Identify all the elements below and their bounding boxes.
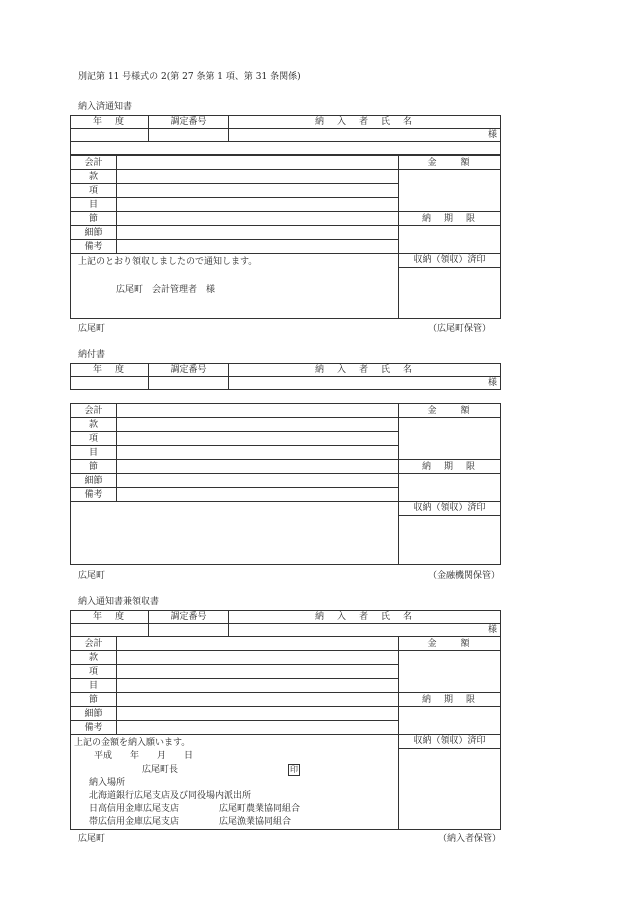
- saisetsu-label: 細節: [71, 474, 117, 488]
- kan-label: 款: [71, 170, 117, 184]
- year-field[interactable]: [71, 129, 149, 142]
- adjust-no-field[interactable]: [149, 129, 229, 142]
- receipt-stamp-box: [399, 735, 501, 830]
- kan-field[interactable]: [117, 170, 399, 184]
- addressee-text: 広尾町 会計管理者 様: [116, 285, 216, 295]
- kaikei-field[interactable]: [117, 156, 399, 170]
- adjust-no-field[interactable]: [149, 624, 229, 637]
- amount-label: 金 額: [399, 404, 501, 418]
- bank-3a: 帯広信用金庫広尾支店: [89, 817, 180, 827]
- kou-label: 項: [71, 665, 117, 679]
- place-label: 納入場所: [89, 778, 126, 788]
- section3-town: 広尾町: [78, 834, 106, 844]
- kou-label: 項: [71, 184, 117, 198]
- kou-field[interactable]: [117, 665, 399, 679]
- due-label: 納 期 限: [399, 212, 501, 226]
- moku-label: 目: [71, 679, 117, 693]
- blank-row: [71, 142, 501, 155]
- payer-name-label: 納 入 者 氏 名: [229, 364, 501, 377]
- moku-field[interactable]: [117, 679, 399, 693]
- adjust-no-field[interactable]: [149, 377, 229, 390]
- due-label: 納 期 限: [399, 693, 501, 707]
- due-field[interactable]: [399, 474, 501, 502]
- kou-field[interactable]: [117, 184, 399, 198]
- kaikei-field[interactable]: [117, 404, 399, 418]
- setsu-label: 節: [71, 212, 117, 226]
- payer-name-label: 納 入 者 氏 名: [229, 611, 501, 624]
- saisetsu-field[interactable]: [117, 226, 399, 240]
- payer-name-label: 納 入 者 氏 名: [229, 116, 501, 129]
- amount-field[interactable]: [399, 651, 501, 693]
- kan-label: 款: [71, 418, 117, 432]
- kaikei-label: 会計: [71, 156, 117, 170]
- section2-body-table: [70, 403, 501, 565]
- setsu-field[interactable]: [117, 460, 399, 474]
- saisetsu-label: 細節: [71, 226, 117, 240]
- year-field[interactable]: [71, 377, 149, 390]
- kan-field[interactable]: [117, 651, 399, 665]
- moku-field[interactable]: [117, 446, 399, 460]
- bank-2b: 広尾町農業協同組合: [219, 804, 301, 814]
- section1-body-table: [70, 155, 501, 319]
- sama-label: 様: [487, 130, 497, 140]
- section2-keeper: （金融機関保管）: [428, 571, 501, 581]
- bikou-label: 備考: [71, 488, 117, 502]
- bank-3b: 広尾漁業協同組合: [219, 817, 292, 827]
- setsu-field[interactable]: [117, 693, 399, 707]
- section1-town: 広尾町: [78, 324, 106, 334]
- receipt-stamp-box: [399, 502, 501, 565]
- bikou-label: 備考: [71, 240, 117, 254]
- mayor-text: 広尾町長: [142, 765, 179, 775]
- bank-line-2: [74, 803, 395, 816]
- kou-field[interactable]: [117, 432, 399, 446]
- kan-label: 款: [71, 651, 117, 665]
- section2-town: 広尾町: [78, 571, 106, 581]
- year-label: 年 度: [71, 364, 149, 377]
- payer-name-field[interactable]: [229, 624, 501, 637]
- moku-label: 目: [71, 198, 117, 212]
- sama-label: 様: [487, 378, 497, 388]
- bikou-field[interactable]: [117, 488, 399, 502]
- notice-text: 上記のとおり領収しましたので通知します。: [78, 257, 258, 267]
- kan-field[interactable]: [117, 418, 399, 432]
- bikou-field[interactable]: [117, 240, 399, 254]
- saisetsu-label: 細節: [71, 707, 117, 721]
- section3-header-table: [70, 610, 501, 637]
- receipt-stamp-label: 収納（領収）済印: [399, 502, 500, 516]
- moku-label: 目: [71, 446, 117, 460]
- year-label: 年 度: [71, 116, 149, 129]
- section3-body-table: [70, 636, 501, 830]
- saisetsu-field[interactable]: [117, 707, 399, 721]
- blank-box: [71, 502, 399, 565]
- section1-keeper: （広尾町保管）: [428, 324, 492, 334]
- section3-title: 納入通知書兼領収書: [78, 597, 160, 607]
- amount-label: 金 額: [399, 637, 501, 651]
- amount-field[interactable]: [399, 418, 501, 460]
- adjust-no-label: 調定番号: [149, 611, 229, 624]
- section1-header-table: [70, 115, 501, 155]
- notice-box: [71, 254, 399, 319]
- due-label: 納 期 限: [399, 460, 501, 474]
- payer-name-field[interactable]: [229, 129, 501, 142]
- amount-field[interactable]: [399, 170, 501, 212]
- adjust-no-label: 調定番号: [149, 364, 229, 377]
- seal-mark: 印: [290, 765, 299, 774]
- section2-header-table: [70, 363, 501, 390]
- year-label: 年 度: [71, 611, 149, 624]
- saisetsu-field[interactable]: [117, 474, 399, 488]
- kaikei-label: 会計: [71, 637, 117, 651]
- bank-line-3: [74, 816, 395, 829]
- kaikei-field[interactable]: [117, 637, 399, 651]
- adjust-no-label: 調定番号: [149, 116, 229, 129]
- bank-2a: 日高信用金庫広尾支店: [89, 804, 180, 814]
- setsu-field[interactable]: [117, 212, 399, 226]
- due-field[interactable]: [399, 707, 501, 735]
- setsu-label: 節: [71, 460, 117, 474]
- moku-field[interactable]: [117, 198, 399, 212]
- bikou-field[interactable]: [117, 721, 399, 735]
- receipt-stamp-label: 収納（領収）済印: [399, 254, 500, 268]
- section1-title: 納入済通知書: [78, 102, 133, 112]
- amount-label: 金 額: [399, 156, 501, 170]
- section2-title: 納付書: [78, 350, 106, 360]
- kaikei-label: 会計: [71, 404, 117, 418]
- bikou-label: 備考: [71, 721, 117, 735]
- due-field[interactable]: [399, 226, 501, 254]
- section3-keeper: （納入者保管）: [438, 834, 502, 844]
- receipt-stamp-box: [399, 254, 501, 319]
- request-box: [71, 735, 399, 830]
- payer-name-field[interactable]: [229, 377, 501, 390]
- form-title: 別記第 11 号様式の 2(第 27 条第 1 項、第 31 条関係): [78, 72, 301, 82]
- mayor-line: [74, 763, 395, 777]
- sama-label: 様: [487, 625, 497, 635]
- kou-label: 項: [71, 432, 117, 446]
- receipt-stamp-label: 収納（領収）済印: [399, 735, 500, 749]
- year-field[interactable]: [71, 624, 149, 637]
- request-text: 上記の金額を納入願います。: [74, 738, 191, 748]
- setsu-label: 節: [71, 693, 117, 707]
- date-text: 平成 年 月 日: [94, 751, 194, 761]
- bank-line-1: 北海道銀行広尾支店及び同役場内派出所: [89, 791, 252, 801]
